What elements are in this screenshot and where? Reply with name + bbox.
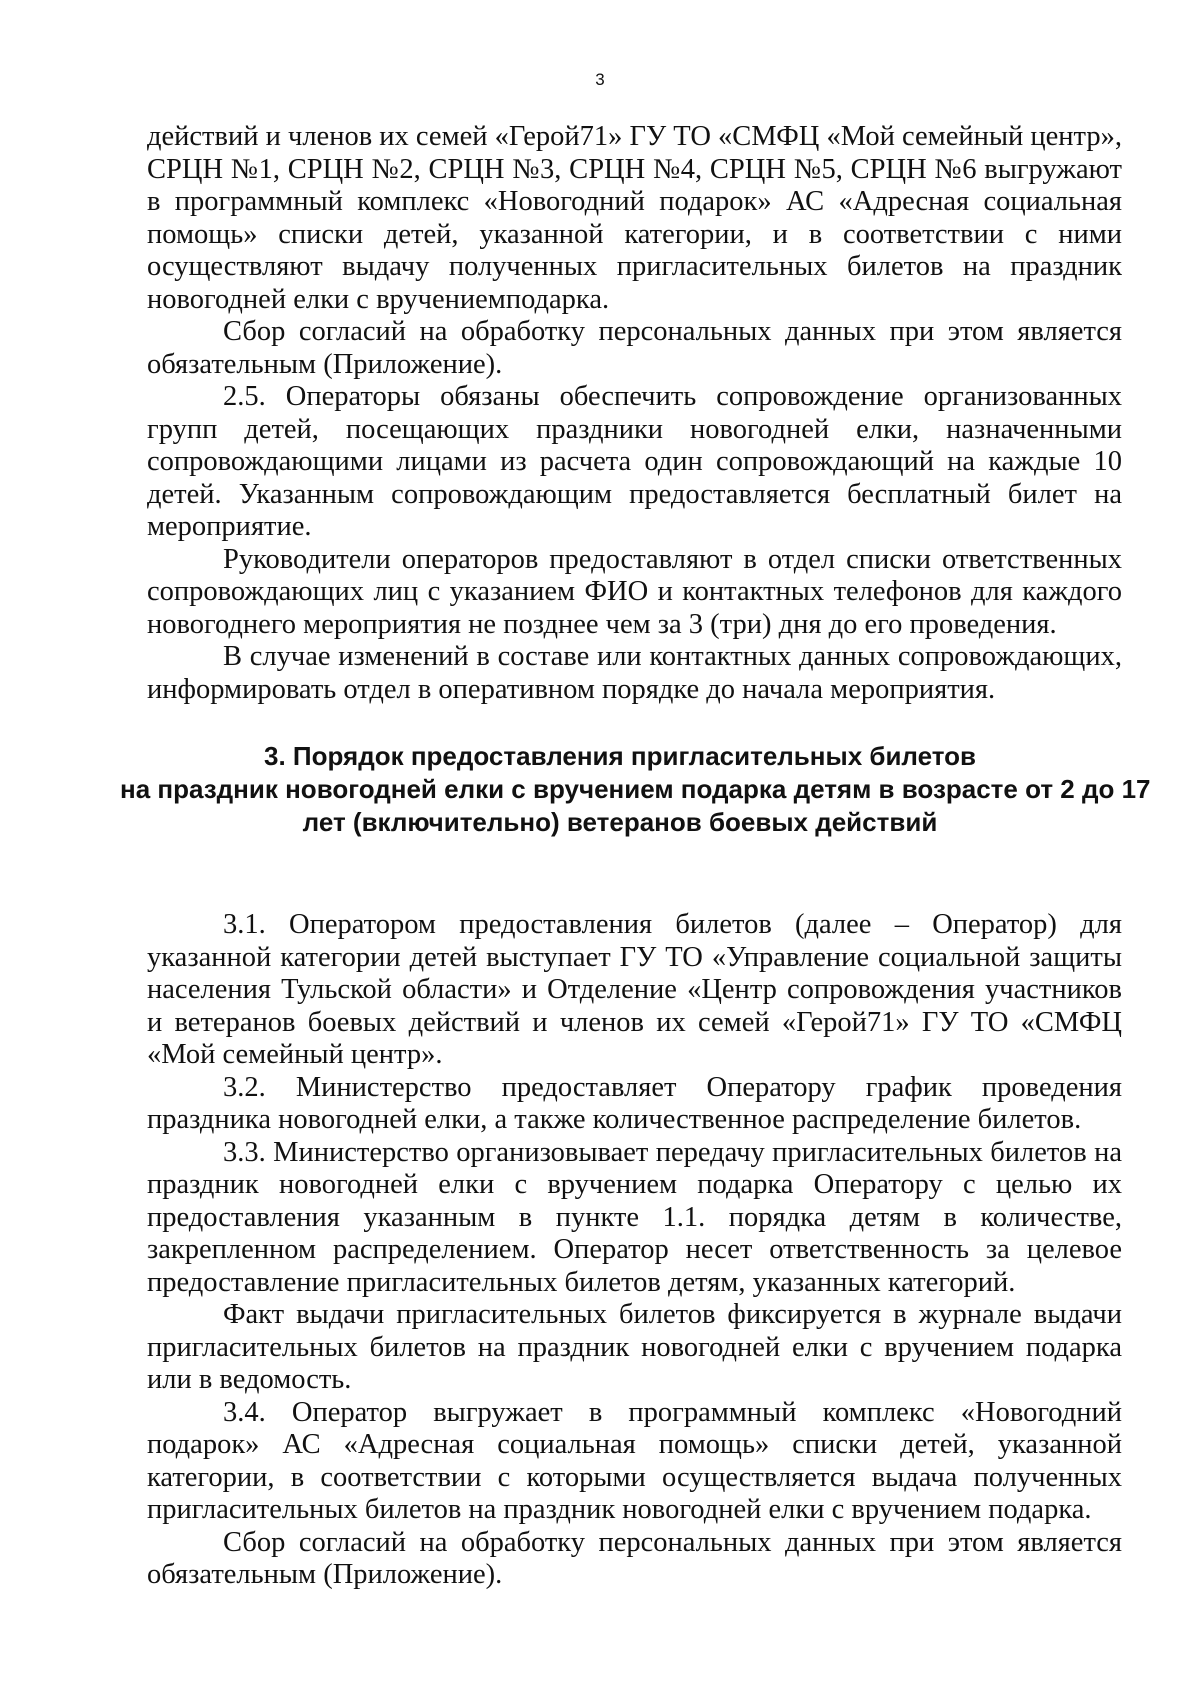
paragraph: 3.1. Оператором предоставления билетов (далее – Оператор) для указанной категории детей выступает ГУ ТО «Управление социальной защиты населения Тульской области» и Отделение «Центр сопровождения участников и ветеранов боевых действий и членов их семей «Герой71» ГУ ТО «СМФЦ «Мой семейный центр». bbox=[147, 909, 1122, 1070]
paragraph: В случае изменений в составе или контактных данных сопровождающих, информировать отдел в оперативном порядке до начала мероприятия. bbox=[147, 641, 1122, 705]
paragraph: Руководители операторов предоставляют в отдел списки ответственных сопровождающих лиц с указанием ФИО и контактных телефонов для каждого новогоднего мероприятия не позднее чем за 3 (три) дня до его проведения. bbox=[147, 543, 1122, 640]
paragraph: 2.5. Операторы обязаны обеспечить сопровождение организованных групп детей, посещающих праздники новогодней елки, назначенными сопровождающими лицами из расчета один сопровождающий на каждые 10 детей. Указанным сопровождающим предоставляется бесплатный билет на мероприятие. bbox=[147, 381, 1122, 542]
text-block-section-3 bbox=[147, 909, 1122, 1592]
paragraph: Сбор согласий на обработку персональных данных при этом является обязательным (Приложение). bbox=[147, 1526, 1122, 1590]
paragraph: действий и членов их семей «Герой71» ГУ ТО «СМФЦ «Мой семейный центр», СРЦН №1, СРЦН №2, СРЦН №3, СРЦН №4, СРЦН №5, СРЦН №6 выгружают в программный комплекс «Новогодний подарок» АС «Адресная социальная помощь» списки детей, указанной категории, и в соответствии с ними осуществляют выдачу полученных пригласительных билетов на праздник новогодней елки с вручениемподарка. bbox=[147, 121, 1122, 315]
paragraph: 3.2. Министерство предоставляет Оператору график проведения праздника новогодней елки, а также количественное распределение билетов. bbox=[147, 1071, 1122, 1135]
heading-line: 3. Порядок предоставления пригласительных билетов bbox=[264, 741, 976, 771]
paragraph: Факт выдачи пригласительных билетов фиксируется в журнале выдачи пригласительных билетов на праздник новогодней елки с вручением подарка или в ведомость. bbox=[147, 1299, 1122, 1395]
paragraph: 3.4. Оператор выгружает в программный комплекс «Новогодний подарок» АС «Адресная социальная помощь» списки детей, указанной категории, в соответствии с которыми осуществляется выдача полученных пригласительных билетов на праздник новогодней елки с вручением подарка. bbox=[147, 1396, 1122, 1525]
section-heading bbox=[120, 740, 1151, 839]
paragraph: 3.3. Министерство организовывает передачу пригласительных билетов на праздник новогодней елки с вручением подарка Оператору с целью их предоставления указанным в пункте 1.1. порядка детям в количестве, закрепленном распределением. Оператор несет ответственность за целевое предоставление пригласительных билетов детям, указанных категорий. bbox=[147, 1136, 1122, 1298]
paragraph: Сбор согласий на обработку персональных данных при этом является обязательным (Приложение). bbox=[147, 316, 1122, 380]
text-block-section-2 bbox=[147, 121, 1122, 706]
page-number: 3 bbox=[595, 70, 605, 89]
heading-line: на праздник новогодней елки с вручением подарка детям в возрасте от 2 до 17 bbox=[120, 774, 1151, 804]
heading-line: лет (включительно) ветеранов боевых действий bbox=[302, 807, 938, 837]
